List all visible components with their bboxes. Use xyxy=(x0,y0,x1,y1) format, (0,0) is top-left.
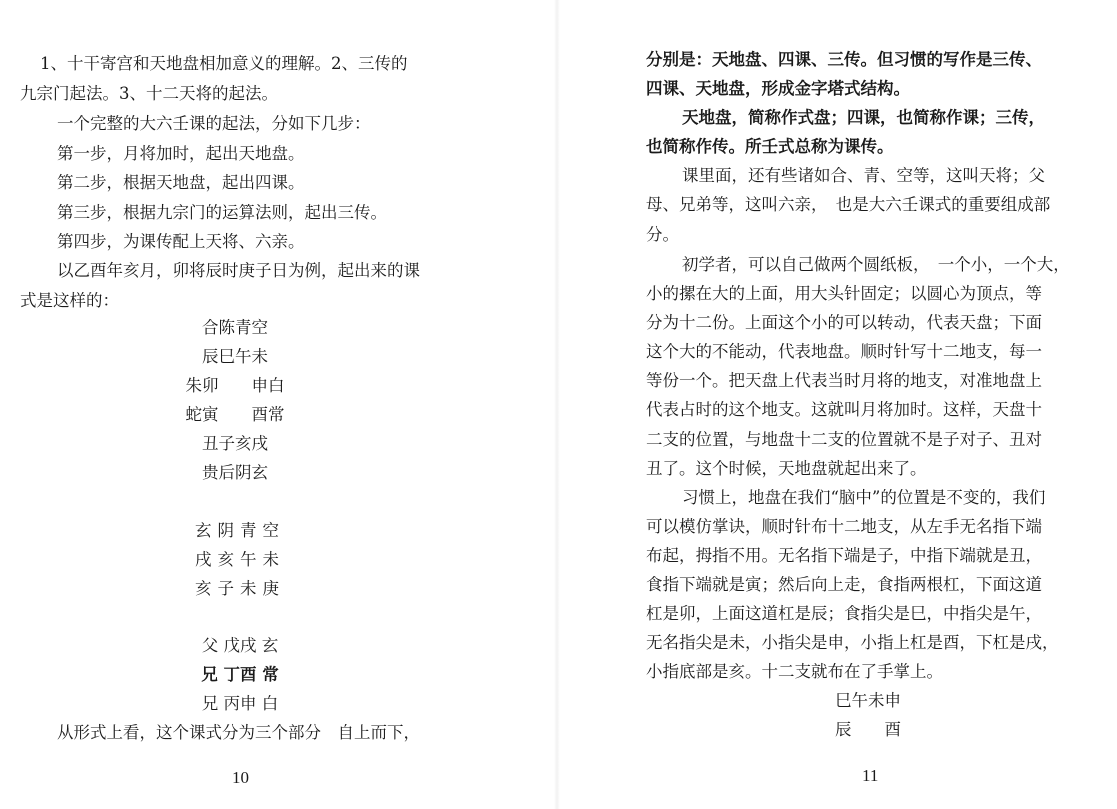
chart-row: 辰 酉 xyxy=(835,720,901,739)
sike-row: 玄阴青空 xyxy=(195,521,285,540)
paragraph-line: 第三步，根据九宗门的运算法则，起出三传。 xyxy=(57,203,387,222)
paragraph-line: 1、十干寄宫和天地盘相加意义的理解。2、三传的 xyxy=(40,54,408,73)
paragraph-line: 课里面，还有些诸如合、青、空等，这叫天将；父 xyxy=(682,166,1045,185)
paragraph-line: 无名指尖是未，小指尖是申，小指上杠是酉，下杠是戌， xyxy=(646,633,1059,652)
paragraph-line: 九宗门起法。3、十二天将的起法。 xyxy=(20,84,278,103)
left-page xyxy=(0,0,558,809)
chart-row: 朱卯 申白 xyxy=(185,376,285,395)
paragraph-line: 第二步，根据天地盘，起出四课。 xyxy=(57,173,305,192)
paragraph-line: 等份一个。把天盘上代表当时月将的地支，对准地盘上 xyxy=(646,371,1042,390)
paragraph-line: 母、兄弟等，这叫六亲， 也是大六壬课式的重要组成部 xyxy=(646,195,1051,214)
paragraph-line: 小的摞在大的上面，用大头针固定；以圆心为顶点，等 xyxy=(646,284,1042,303)
paragraph-line: 以乙酉年亥月，卯将辰时庚子日为例，起出来的课 xyxy=(57,261,420,280)
chart-row: 合陈青空 xyxy=(202,318,268,337)
paragraph-line: 四课、天地盘，形成金字塔式结构。 xyxy=(646,79,910,98)
paragraph-line: 分别是：天地盘、四课、三传。但习惯的写作是三传、 xyxy=(646,50,1042,69)
right-page xyxy=(558,0,1117,809)
paragraph-line: 这个大的不能动，代表地盘。顺时针写十二地支，每一 xyxy=(646,342,1042,361)
chart-row: 贵后阴玄 xyxy=(202,463,268,482)
paragraph-line: 式是这样的： xyxy=(20,291,119,310)
paragraph-line: 分为十二份。上面这个小的可以转动，代表天盘；下面 xyxy=(646,313,1042,332)
paragraph-line: 食指下端就是寅；然后向上走，食指两根杠，下面这道 xyxy=(646,575,1042,594)
sanchuan-row: 父 戊戌 玄 xyxy=(201,636,279,655)
page-number: 11 xyxy=(862,766,879,785)
paragraph-line: 一个完整的大六壬课的起法，分如下几步： xyxy=(57,114,371,133)
paragraph-line: 杠是卯，上面这道杠是辰；食指尖是巳，中指尖是午， xyxy=(646,604,1042,623)
page-number: 10 xyxy=(232,768,249,787)
sanchuan-row: 兄 丙申 白 xyxy=(201,694,279,713)
chart-row: 巳午未申 xyxy=(835,691,901,710)
paragraph-line: 第四步，为课传配上天将、六亲。 xyxy=(57,232,305,251)
chart-row: 蛇寅 酉常 xyxy=(185,405,285,424)
paragraph-line: 分。 xyxy=(646,225,679,244)
paragraph-line: 可以模仿掌诀，顺时针布十二地支，从左手无名指下端 xyxy=(646,517,1042,536)
paragraph-line: 丑了。这个时候，天地盘就起出来了。 xyxy=(646,459,927,478)
paragraph-line: 代表占时的这个地支。这就叫月将加时。这样，天盘十 xyxy=(646,400,1042,419)
sanchuan-row: 兄 丁酉 常 xyxy=(201,665,279,684)
paragraph-line: 第一步，月将加时，起出天地盘。 xyxy=(57,144,305,163)
chart-row: 丑子亥戌 xyxy=(202,434,268,453)
paragraph-line: 二支的位置，与地盘十二支的位置就不是子对子、丑对 xyxy=(646,430,1042,449)
paragraph-line: 习惯上，地盘在我们“脑中”的位置是不变的，我们 xyxy=(682,488,1046,507)
paragraph-line: 也简称作传。所壬式总称为课传。 xyxy=(646,137,894,156)
chart-row: 辰巳午未 xyxy=(202,347,268,366)
paragraph-line: 小指底部是亥。十二支就布在了手掌上。 xyxy=(646,662,943,681)
sike-row: 亥子未庚 xyxy=(195,579,285,598)
sike-row: 戌亥午未 xyxy=(195,550,285,569)
paragraph-line: 从形式上看，这个课式分为三个部分 自上而下， xyxy=(57,723,420,742)
paragraph-line: 天地盘，简称作式盘；四课，也简称作课；三传， xyxy=(682,108,1045,127)
paragraph-line: 布起，拇指不用。无名指下端是子，中指下端就是丑， xyxy=(646,546,1042,565)
paragraph-line: 初学者，可以自己做两个圆纸板， 一个小，一个大， xyxy=(682,255,1070,274)
